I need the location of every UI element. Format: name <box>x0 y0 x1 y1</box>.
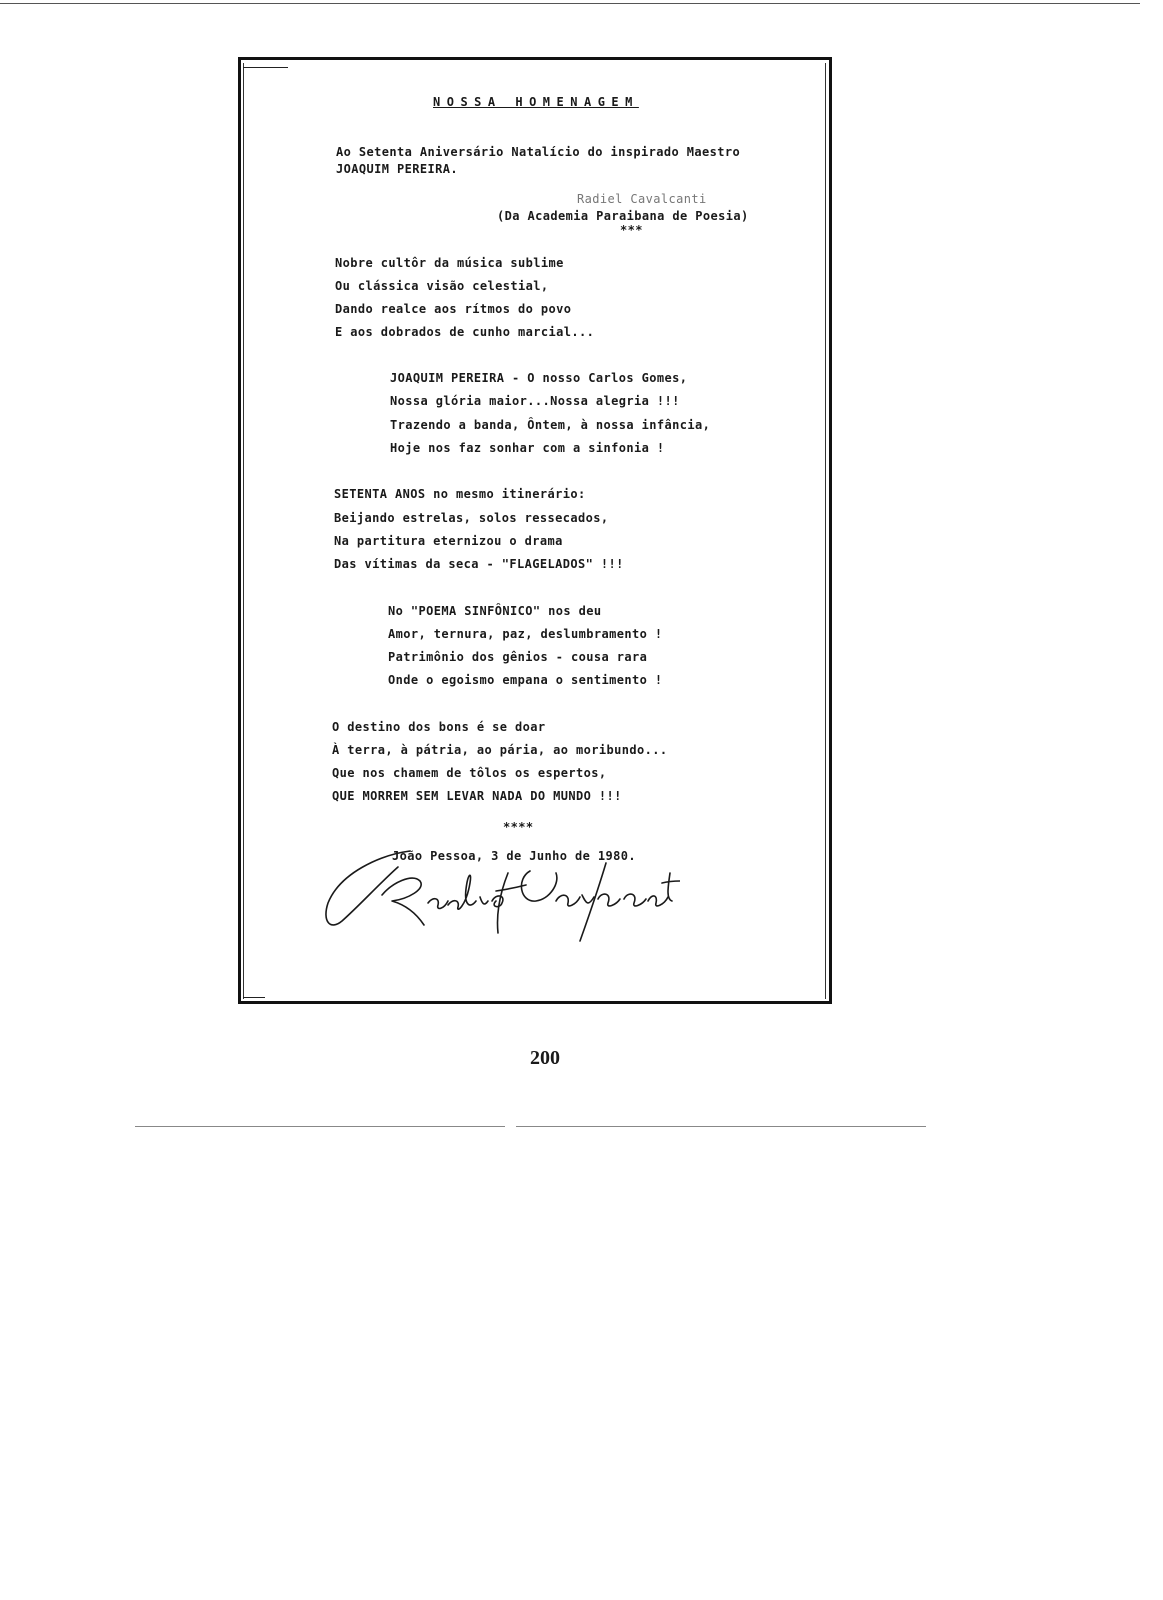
stanza-3-line-3: Na partitura eternizou o drama <box>334 534 563 548</box>
stanza-1-line-2: Ou clássica visão celestial, <box>335 279 549 293</box>
dedication-line-1: Ao Setenta Aniversário Natalício do inspirado Maestro <box>336 145 741 159</box>
frame-inner-right <box>825 63 826 999</box>
stanza-3-line-2: Beijando estrelas, solos ressecados, <box>334 511 609 525</box>
stanza-2-line-1: JOAQUIM PEREIRA - O nosso Carlos Gomes, <box>390 371 688 385</box>
stanza-4-line-2: Amor, ternura, paz, deslumbramento ! <box>388 627 663 641</box>
stanza-5-line-1: O destino dos bons é se doar <box>332 720 546 734</box>
place-date: João Pessoa, 3 de Junho de 1980. <box>392 849 636 863</box>
handwritten-signature <box>320 843 680 943</box>
stanza-4-line-3: Patrimônio dos gênios - cousa rara <box>388 650 648 664</box>
author-name: Radiel Cavalcanti <box>577 192 707 206</box>
stanza-4-line-4: Onde o egoismo empana o sentimento ! <box>388 673 663 687</box>
stanza-5-line-3: Que nos chamem de tôlos os espertos, <box>332 766 607 780</box>
stanza-1-line-4: E aos dobrados de cunho marcial... <box>335 325 595 339</box>
scan-bottom-rule-2 <box>516 1126 926 1127</box>
frame-tick-top <box>243 67 288 68</box>
separator-bottom: **** <box>503 820 534 834</box>
page-number: 200 <box>530 1047 560 1069</box>
scan-bottom-rule-1 <box>135 1126 505 1127</box>
document-title: NOSSA HOMENAGEM <box>433 95 639 109</box>
stanza-3-line-1: SETENTA ANOS no mesmo itinerário: <box>334 487 586 501</box>
stanza-5-line-4: QUE MORREM SEM LEVAR NADA DO MUNDO !!! <box>332 789 622 803</box>
separator-top: *** <box>620 223 643 237</box>
stanza-5-line-2: À terra, à pátria, ao pária, ao moribundo... <box>332 743 668 757</box>
stanza-1-line-1: Nobre cultôr da música sublime <box>335 256 564 270</box>
frame-inner-left <box>243 63 244 999</box>
stanza-3-line-4: Das vítimas da seca - "FLAGELADOS" !!! <box>334 557 624 571</box>
stanza-4-line-1: No "POEMA SINFÔNICO" nos deu <box>388 604 602 618</box>
stanza-2-line-2: Nossa glória maior...Nossa alegria !!! <box>390 394 680 408</box>
dedication-line-2: JOAQUIM PEREIRA. <box>336 162 458 176</box>
frame-tick-bottom <box>243 997 265 998</box>
scan-top-edge <box>0 3 1140 4</box>
author-affiliation: (Da Academia Paraibana de Poesia) <box>497 209 749 223</box>
stanza-1-line-3: Dando realce aos rítmos do povo <box>335 302 572 316</box>
stanza-2-line-3: Trazendo a banda, Ôntem, à nossa infância, <box>390 418 711 432</box>
stanza-2-line-4: Hoje nos faz sonhar com a sinfonia ! <box>390 441 665 455</box>
